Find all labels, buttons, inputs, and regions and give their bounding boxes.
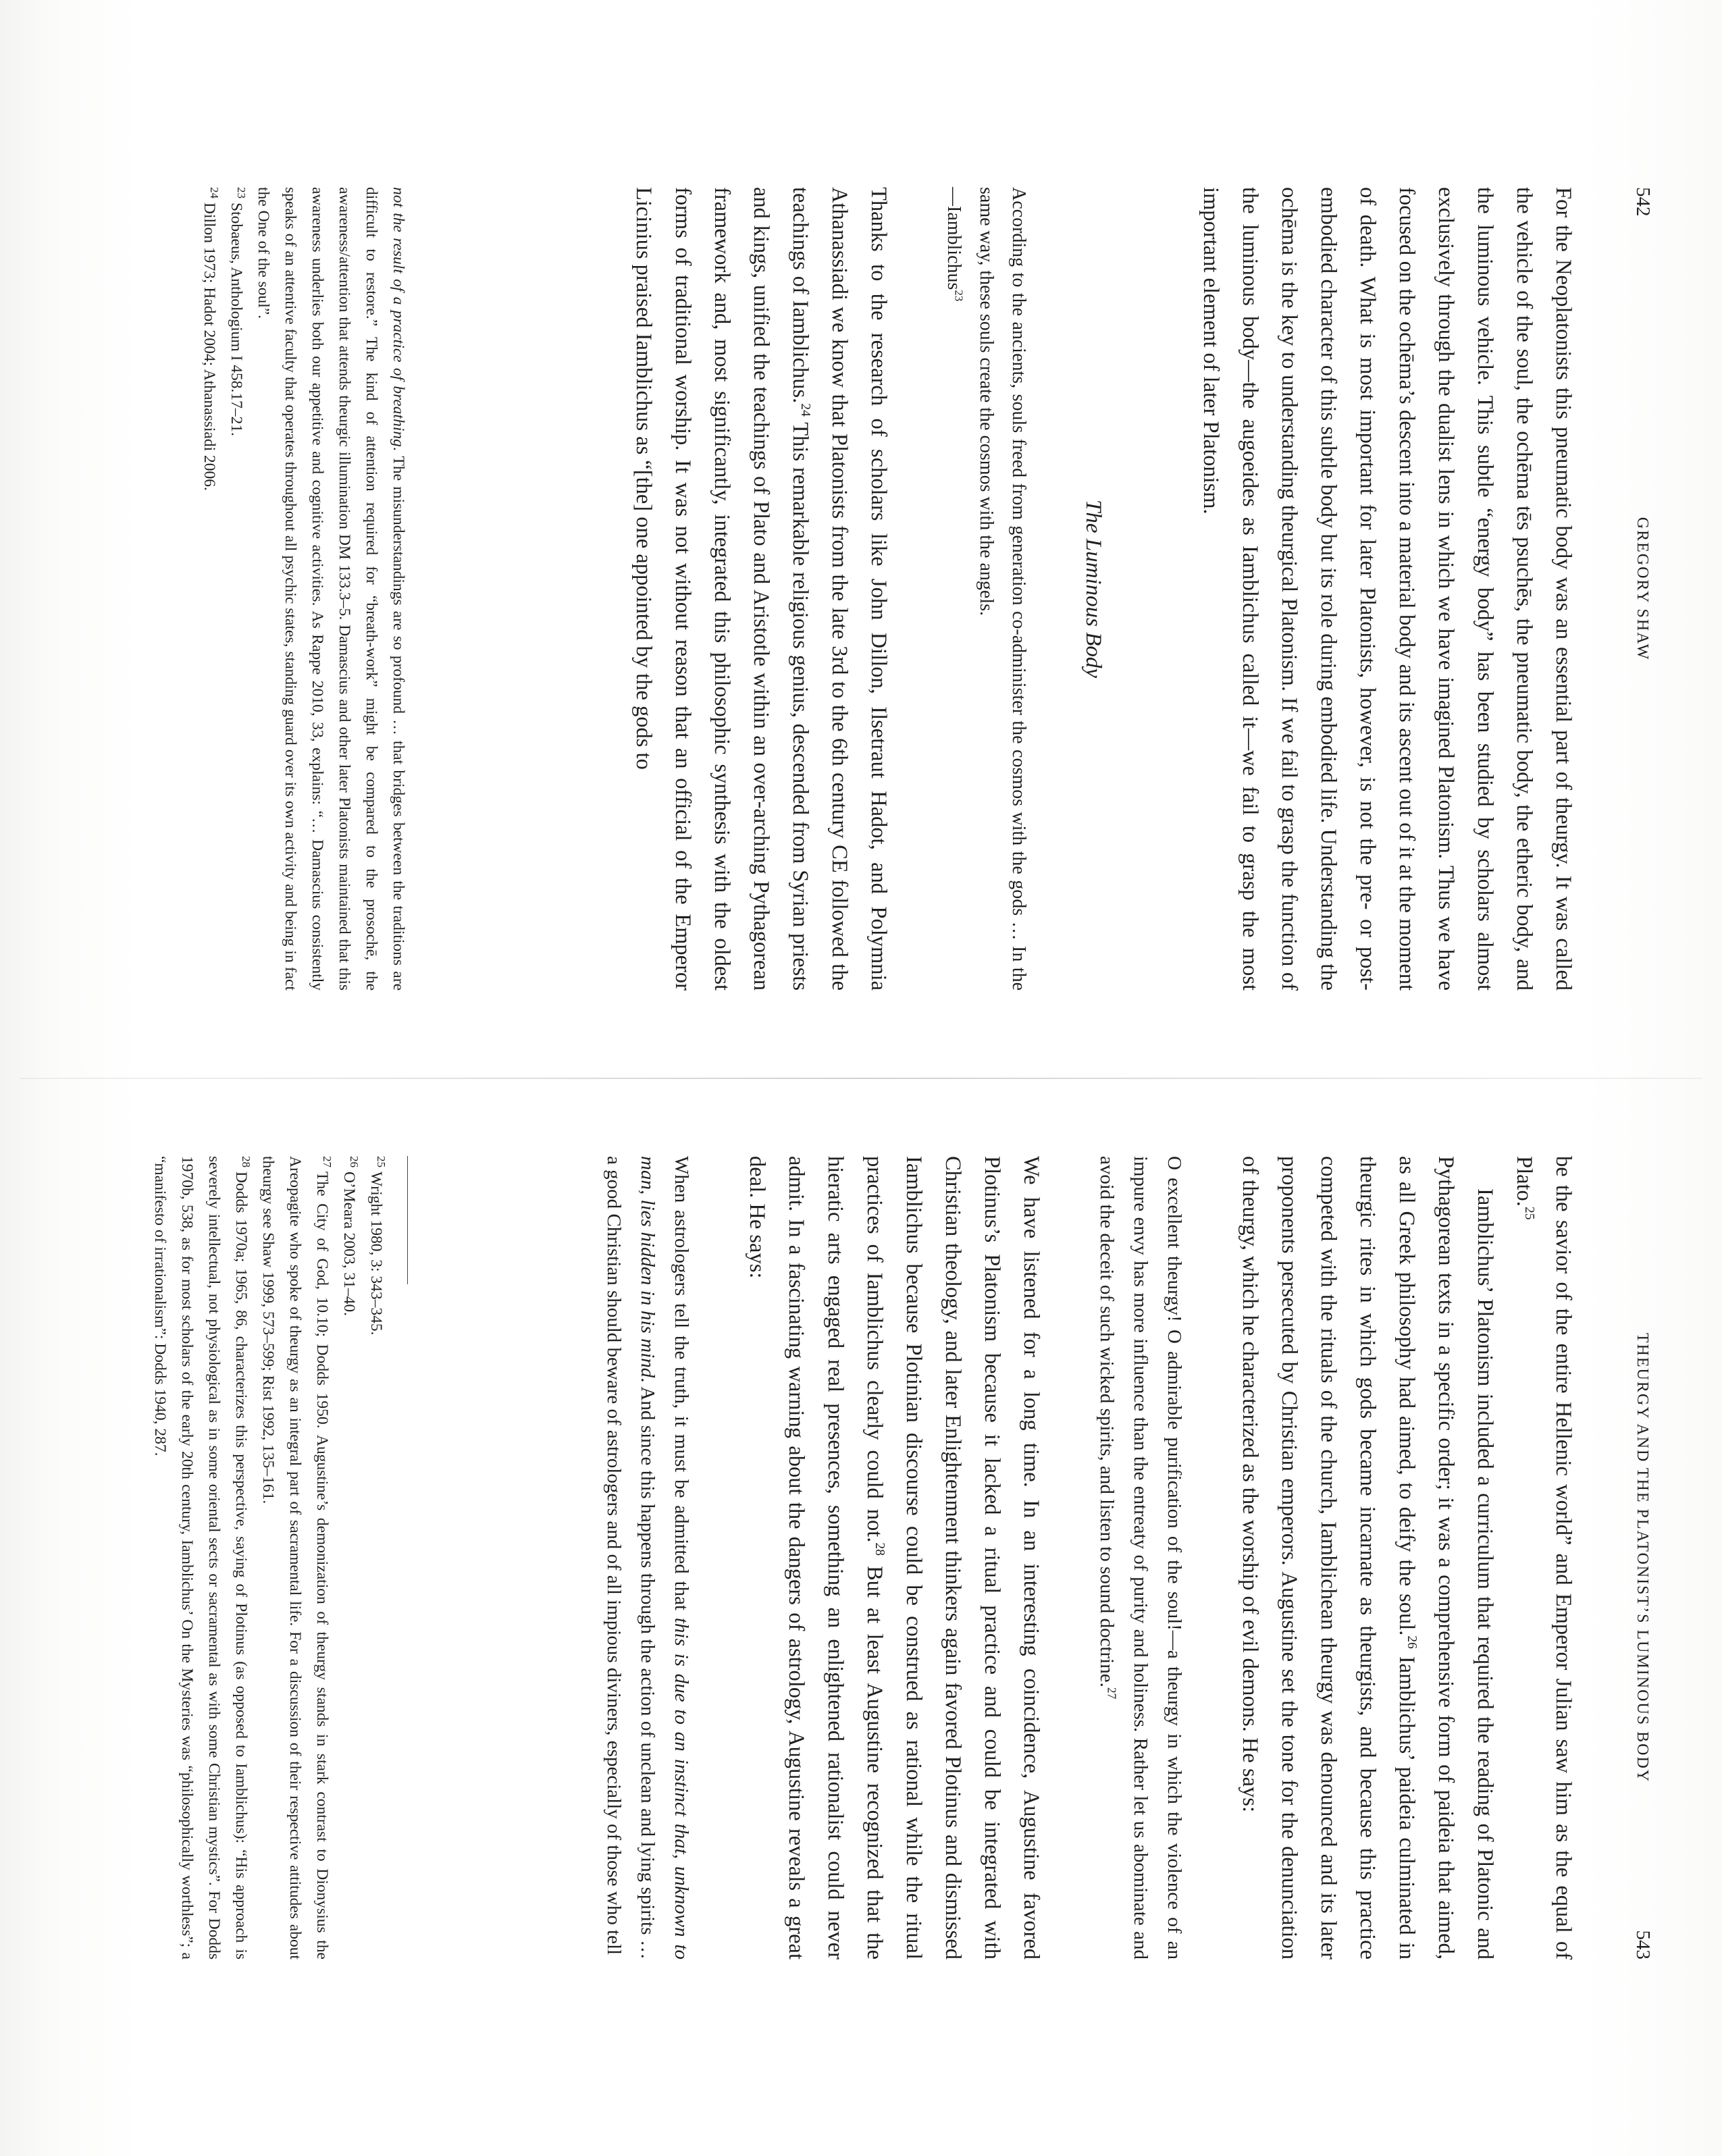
epigraph-author: —Iamblichus <box>943 186 964 290</box>
paragraph-listened <box>737 1156 1051 1960</box>
epigraph-attribution <box>937 187 970 991</box>
running-head-title-right: THEURGY AND THE PLATONIST’S LUMINOUS BODY <box>1634 1332 1651 1783</box>
footnote-26-text: O’Meara 2003, 31–40. <box>340 1171 358 1316</box>
footnote-28: $^{28}$Dodds 1970a; 1965, 86, characterizes this perspective, saying of Plotinus (as opposed to Iamblichus): “His approach is severely intellectual, not physiological as in some oriental sects or sacramental as with some Christian mystics”. For Dodds 1970b, 538, as for most scholars of the early 20th century, Iamblichus’ On the Mysteries was “philosophically worthless”; a “manifesto of irrationalism”: Dodds 1940, 287. <box>151 1155 253 1960</box>
paragraph-savior-text: be the savior of the entire Hellenic world” and Emperor Julian saw him as the equal of Plato. <box>1512 1155 1575 1960</box>
right-body-text <box>597 1156 1583 1960</box>
footnote-27: $^{27}$The City of God, 10.10; Dodds 1950. Augustine’s demonization of theurgy stands in stark contrast to Dionysius the Areopagite who spoke of theurgy as an integral part of sacramental life. For a discussion of their respective attitudes about theurgy see Shaw 1999, 573–599; Rist 1992, 135–161. <box>259 1155 334 1960</box>
footnote-25: $^{25}$Wright 1980, 3: 343–345. <box>367 1155 388 1336</box>
block-quote-augustine-theurgy <box>1090 1156 1191 1960</box>
footnote-23-text: Stobaeus, Anthologium I 458.17–21. <box>228 202 245 436</box>
footnote-ref-26: 26 <box>1404 1635 1419 1649</box>
block-quote-astrologers-part1: When astrologers tell the truth, it must be admitted that <box>671 1155 692 1618</box>
footnote-28-text: Dodds 1970a; 1965, 86, characterizes this perspective, saying of Plotinus (as opposed to Iamblichus): “His approach is severely intellectual, not physiological as in some oriental sects or sacramental as with some Christian mystics”. For Dodds 1970b, 538, as for most scholars of the early 20th century, Iamblichus’ On the Mysteries was “philosophically worthless”; a “manifesto of irrationalism”: Dodds 1940, 287. <box>151 1155 250 1960</box>
paragraph-curriculum-part2: Iamblichus’ paideia culminated in theurgic rites in which gods became incarnate as theurgists, and because this practice competed with the rituals of the church, Iamblichean theurgy was denounced and its later proponents persecuted by Christian emperors. Augustine set the tone for the denunciation of theurgy, which he characterized as the worship of evil demons. He says: <box>1238 1155 1419 1960</box>
paragraph-iamblichus-research-part2: This remarkable religious genius, descended from Syrian priests and kings, unified the teachings of Plato and Aristotle within an over-arching Pythagorean framework and, most significantly, integrated this philosophic synthesis with the oldest forms of traditional worship. It was not without reason that an official of the Emperor Licinius praised Iamblichus as “[the] one appointed by the gods to <box>631 186 812 991</box>
footnote-continued-text: . The misunderstandings are so profound … that bridges between the traditions are difficult to restore.” The kind of attention required for “breath-work” might be compared to the prosochē, the awareness/attention that attends theurgic illumination DM 133.3–5. Damascius and other later Platonists maintained that this awareness underlies both our appetitive and cognitive activities. As Rappe 2010, 33, explains: “… Damascius consistently speaks of an attentive faculty that operates throughout all psychic states, standing guard over its own activity and being in fact the One of the soul”. <box>255 186 407 991</box>
footnote-23: $^{23}$Stobaeus, Anthologium I 458.17–21. <box>228 186 248 436</box>
folio-right: 543 <box>1632 1930 1654 1960</box>
running-head-title-left: GREGORY SHAW <box>1634 517 1651 660</box>
page-543 <box>7 1078 1715 2142</box>
footnote-continued-italic: not the result of a practice of breathing <box>390 186 407 447</box>
footnote-ref-25: 25 <box>1521 1206 1536 1219</box>
paragraph-iamblichus-research <box>624 187 898 991</box>
rotated-two-page-spread <box>7 15 1715 2142</box>
page-542 <box>7 15 1715 1078</box>
paragraph-pneumatic-body: For the Neoplatonists this pneumatic body was an essential part of theurgy. It was called the vehicle of the soul, the ochēma tēs psuchēs, the pneumatic body, the etheric body, and the luminous vehicle. This subtle “energy body” has been studied by scholars almost exclusively through the dualist lens in which we have imagined Platonism. Thus we have focused on the ochēma’s descent into a material body and its ascent out of it at the moment of death. What is most important for later Platonists, however, is not the pre- or post-embodied character of this subtle body but its role during embodied life. Understanding the ochēma is the key to understanding theurgical Platonism. If we fail to grasp the function of the luminous body—the augoeides as Iamblichus called it—we fail to grasp the most important element of later Platonism. <box>1199 186 1575 991</box>
left-body-text <box>624 187 1583 991</box>
running-head-left <box>1624 186 1654 991</box>
block-quote-augustine-theurgy-text: O excellent theurgy! O admirable purification of the soul!—a theurgy in which the violence of an impure envy has more influence than the entreaty of purity and holiness. Rather let us abominate and avoid the deceit of such wicked spirits, and listen to sound doctrine. <box>1096 1155 1185 1960</box>
footnotes-right <box>147 1156 412 1960</box>
block-quote-astrologers-part2: . And since this happens through the action of unclean and lying spirits … a good Christian should beware of astrologers and of all impious diviners, especially of those who tell <box>603 1155 658 1960</box>
running-head-right <box>1624 1156 1654 1960</box>
folio-left: 542 <box>1632 186 1654 216</box>
footnotes-left <box>196 187 412 991</box>
paragraph-savior <box>1505 1156 1583 1960</box>
block-quote-astrologers <box>597 1156 698 1960</box>
footnote-ref-23: 23 <box>952 289 966 301</box>
footnote-ref-27: 27 <box>1105 1687 1119 1699</box>
footnote-continued <box>250 187 412 991</box>
footnote-ref-24: 24 <box>798 402 812 417</box>
paragraph-iamblichus-research-part1: Thanks to the research of scholars like John Dillon, Ilsetraut Hadot, and Polymnia Athanassiadi we know that Platonists from the late 3rd to the 6th century CE followed the teachings of Iamblichus. <box>788 186 891 991</box>
section-title-luminous-body: The Luminous Body <box>1081 499 1105 678</box>
epigraph-quote: According to the ancients, souls freed from generation co-administer the cosmos with the gods … In the same way, these souls create the cosmos with the angels. <box>976 186 1029 991</box>
footnote-26: $^{26}$O’Meara 2003, 31–40. <box>340 1155 361 1316</box>
footnote-24-text: Dillon 1973; Hadot 2004; Athanassiadi 2006. <box>201 202 218 491</box>
footnote-25-text: Wright 1980, 3: 343–345. <box>367 1171 385 1336</box>
paragraph-listened-part2: But at least Augustine recognized that the hieratic arts engaged real presences, something an enlightened rationalist could never admit. In a fascinating warning about the dangers of astrology, Augustine reveals a great deal. He says: <box>745 1155 887 1960</box>
footnote-ref-28: 28 <box>872 1542 887 1556</box>
footnote-rule <box>407 1156 408 1284</box>
paragraph-curriculum-part1: Iamblichus’ Platonism included a curriculum that required the reading of Platonic and Pythagorean texts in a specific order; it was a comprehensive form of paideia that aimed, as all Greek philosophy had aimed, to deify the soul. <box>1394 1155 1497 1960</box>
paragraph-curriculum <box>1230 1156 1505 1960</box>
footnote-24: $^{24}$Dillon 1973; Hadot 2004; Athanassiadi 2006. <box>201 186 221 491</box>
paragraph-listened-part1: We have listened for a long time. In an interesting coincidence, Augustine favored Plotinus’s Platonism because it lacked a ritual practice and could be integrated with Christian theology, and later Enlightenment thinkers again favored Plotinus and dismissed Iamblichus because Plotinian discourse could be construed as rational while the ritual practices of Iamblichus clearly could not. <box>862 1155 1043 1960</box>
block-quote-astrologers-italic: this is due to an instinct that, unknown to man, lies hidden in his mind <box>637 1155 692 1960</box>
footnote-27-text: The City of God, 10.10; Dodds 1950. Augustine’s demonization of theurgy stands in stark contrast to Dionysius the Areopagite who spoke of theurgy as an integral part of sacramental life. For a discussion of their respective attitudes about theurgy see Shaw 1999, 573–599; Rist 1992, 135–161. <box>259 1155 331 1960</box>
